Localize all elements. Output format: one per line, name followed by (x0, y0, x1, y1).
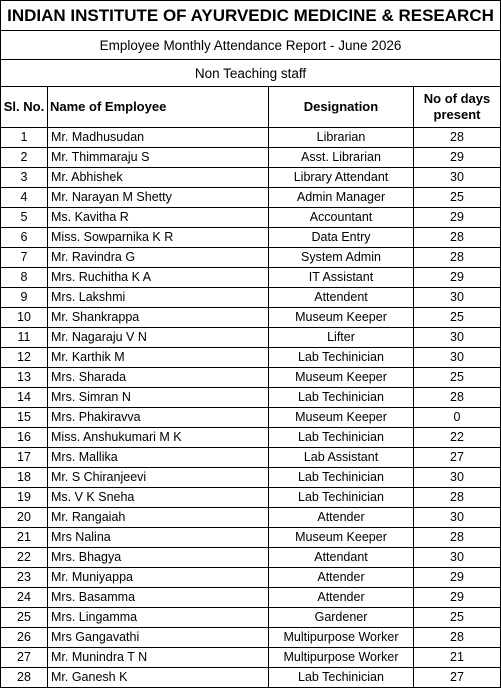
cell-employee-name: Mrs. Mallika (48, 448, 269, 468)
column-header-row (1, 87, 501, 128)
cell-employee-name: Ms. V K Sneha (48, 488, 269, 508)
cell-sl-no: 2 (1, 148, 48, 168)
cell-designation: Lab Techinician (269, 468, 414, 488)
cell-days-present: 27 (414, 448, 501, 468)
cell-employee-name: Mr. Karthik M (48, 348, 269, 368)
cell-employee-name: Mr. Narayan M Shetty (48, 188, 269, 208)
cell-employee-name: Miss. Anshukumari M K (48, 428, 269, 448)
cell-designation: Lab Techinician (269, 428, 414, 448)
column-header-designation: Designation (269, 87, 414, 128)
cell-sl-no: 7 (1, 248, 48, 268)
table-row (1, 428, 501, 448)
cell-designation: IT Assistant (269, 268, 414, 288)
column-header-sl: Sl. No. (1, 87, 48, 128)
cell-employee-name: Mr. Muniyappa (48, 568, 269, 588)
cell-days-present: 29 (414, 588, 501, 608)
cell-sl-no: 24 (1, 588, 48, 608)
cell-days-present: 30 (414, 168, 501, 188)
cell-designation: Museum Keeper (269, 368, 414, 388)
cell-days-present: 27 (414, 668, 501, 688)
cell-designation: Museum Keeper (269, 408, 414, 428)
section-label: Non Teaching staff (1, 60, 501, 87)
cell-designation: Attendent (269, 288, 414, 308)
cell-sl-no: 13 (1, 368, 48, 388)
table-row (1, 288, 501, 308)
cell-days-present: 29 (414, 148, 501, 168)
cell-employee-name: Mr. Abhishek (48, 168, 269, 188)
cell-designation: Multipurpose Worker (269, 628, 414, 648)
cell-sl-no: 28 (1, 668, 48, 688)
cell-days-present: 25 (414, 608, 501, 628)
cell-sl-no: 15 (1, 408, 48, 428)
cell-days-present: 30 (414, 348, 501, 368)
cell-employee-name: Mr. Shankrappa (48, 308, 269, 328)
cell-employee-name: Mrs. Lingamma (48, 608, 269, 628)
cell-employee-name: Mrs. Phakiravva (48, 408, 269, 428)
cell-days-present: 0 (414, 408, 501, 428)
table-row (1, 248, 501, 268)
cell-days-present: 22 (414, 428, 501, 448)
table-row (1, 188, 501, 208)
cell-employee-name: Mr. Thimmaraju S (48, 148, 269, 168)
cell-days-present: 30 (414, 548, 501, 568)
cell-employee-name: Mr. Ravindra G (48, 248, 269, 268)
table-row (1, 468, 501, 488)
cell-designation: Multipurpose Worker (269, 648, 414, 668)
table-row (1, 208, 501, 228)
cell-designation: Lab Techinician (269, 488, 414, 508)
cell-designation: Museum Keeper (269, 308, 414, 328)
cell-employee-name: Mr. S Chiranjeevi (48, 468, 269, 488)
cell-sl-no: 19 (1, 488, 48, 508)
institute-title: INDIAN INSTITUTE OF AYURVEDIC MEDICINE & RESEARCH (1, 1, 501, 31)
table-body (1, 128, 501, 688)
report-title: Employee Monthly Attendance Report - June 2026 (1, 31, 501, 60)
cell-sl-no: 22 (1, 548, 48, 568)
table-row (1, 148, 501, 168)
cell-days-present: 30 (414, 288, 501, 308)
table-row (1, 128, 501, 148)
cell-designation: Lab Techinician (269, 668, 414, 688)
cell-designation: Accountant (269, 208, 414, 228)
cell-employee-name: Mrs. Lakshmi (48, 288, 269, 308)
cell-employee-name: Mrs. Simran N (48, 388, 269, 408)
cell-sl-no: 17 (1, 448, 48, 468)
cell-employee-name: Mr. Munindra T N (48, 648, 269, 668)
cell-employee-name: Miss. Sowparnika K R (48, 228, 269, 248)
cell-designation: Gardener (269, 608, 414, 628)
cell-sl-no: 4 (1, 188, 48, 208)
table-row (1, 348, 501, 368)
cell-employee-name: Mr. Rangaiah (48, 508, 269, 528)
cell-days-present: 29 (414, 268, 501, 288)
cell-employee-name: Mrs Nalina (48, 528, 269, 548)
table-row (1, 588, 501, 608)
cell-days-present: 21 (414, 648, 501, 668)
cell-designation: Asst. Librarian (269, 148, 414, 168)
cell-designation: Attender (269, 508, 414, 528)
cell-sl-no: 3 (1, 168, 48, 188)
cell-days-present: 30 (414, 328, 501, 348)
cell-employee-name: Mr. Ganesh K (48, 668, 269, 688)
cell-days-present: 29 (414, 208, 501, 228)
cell-employee-name: Mrs. Sharada (48, 368, 269, 388)
cell-days-present: 28 (414, 488, 501, 508)
cell-sl-no: 10 (1, 308, 48, 328)
cell-sl-no: 11 (1, 328, 48, 348)
cell-days-present: 28 (414, 628, 501, 648)
cell-designation: Lab Techinician (269, 348, 414, 368)
table-row (1, 508, 501, 528)
cell-days-present: 30 (414, 508, 501, 528)
cell-sl-no: 27 (1, 648, 48, 668)
cell-employee-name: Mrs. Ruchitha K A (48, 268, 269, 288)
column-header-days (414, 87, 501, 128)
table-row (1, 168, 501, 188)
cell-days-present: 25 (414, 308, 501, 328)
cell-sl-no: 6 (1, 228, 48, 248)
cell-sl-no: 23 (1, 568, 48, 588)
cell-designation: Admin Manager (269, 188, 414, 208)
cell-designation: Data Entry (269, 228, 414, 248)
table-row (1, 528, 501, 548)
cell-days-present: 28 (414, 128, 501, 148)
column-header-days-line1: No of days (423, 91, 491, 106)
column-header-name: Name of Employee (48, 87, 269, 128)
cell-sl-no: 1 (1, 128, 48, 148)
cell-days-present: 25 (414, 188, 501, 208)
table-row (1, 648, 501, 668)
cell-sl-no: 18 (1, 468, 48, 488)
table-row (1, 568, 501, 588)
table-row (1, 628, 501, 648)
cell-designation: Lifter (269, 328, 414, 348)
cell-sl-no: 20 (1, 508, 48, 528)
cell-sl-no: 26 (1, 628, 48, 648)
column-header-days-line2: present (433, 107, 481, 122)
cell-sl-no: 16 (1, 428, 48, 448)
cell-days-present: 28 (414, 228, 501, 248)
table-row (1, 608, 501, 628)
cell-days-present: 28 (414, 528, 501, 548)
table-row (1, 488, 501, 508)
cell-employee-name: Mrs Gangavathi (48, 628, 269, 648)
cell-sl-no: 21 (1, 528, 48, 548)
table-row (1, 408, 501, 428)
cell-designation: Attendant (269, 548, 414, 568)
cell-days-present: 25 (414, 368, 501, 388)
table-row (1, 368, 501, 388)
cell-designation: Lab Techinician (269, 388, 414, 408)
cell-employee-name: Mr. Madhusudan (48, 128, 269, 148)
table-row (1, 308, 501, 328)
cell-sl-no: 8 (1, 268, 48, 288)
cell-employee-name: Mrs. Basamma (48, 588, 269, 608)
cell-designation: Librarian (269, 128, 414, 148)
cell-designation: Attender (269, 588, 414, 608)
cell-days-present: 28 (414, 248, 501, 268)
cell-employee-name: Ms. Kavitha R (48, 208, 269, 228)
cell-days-present: 30 (414, 468, 501, 488)
cell-designation: Lab Assistant (269, 448, 414, 468)
cell-designation: Museum Keeper (269, 528, 414, 548)
table-row (1, 268, 501, 288)
cell-sl-no: 12 (1, 348, 48, 368)
table-row (1, 328, 501, 348)
cell-designation: System Admin (269, 248, 414, 268)
table-row (1, 388, 501, 408)
table-row (1, 228, 501, 248)
cell-sl-no: 9 (1, 288, 48, 308)
table-row (1, 548, 501, 568)
cell-sl-no: 5 (1, 208, 48, 228)
cell-sl-no: 25 (1, 608, 48, 628)
cell-designation: Library Attendant (269, 168, 414, 188)
cell-designation: Attender (269, 568, 414, 588)
table-row (1, 448, 501, 468)
cell-days-present: 29 (414, 568, 501, 588)
cell-sl-no: 14 (1, 388, 48, 408)
cell-employee-name: Mr. Nagaraju V N (48, 328, 269, 348)
cell-employee-name: Mrs. Bhagya (48, 548, 269, 568)
cell-days-present: 28 (414, 388, 501, 408)
